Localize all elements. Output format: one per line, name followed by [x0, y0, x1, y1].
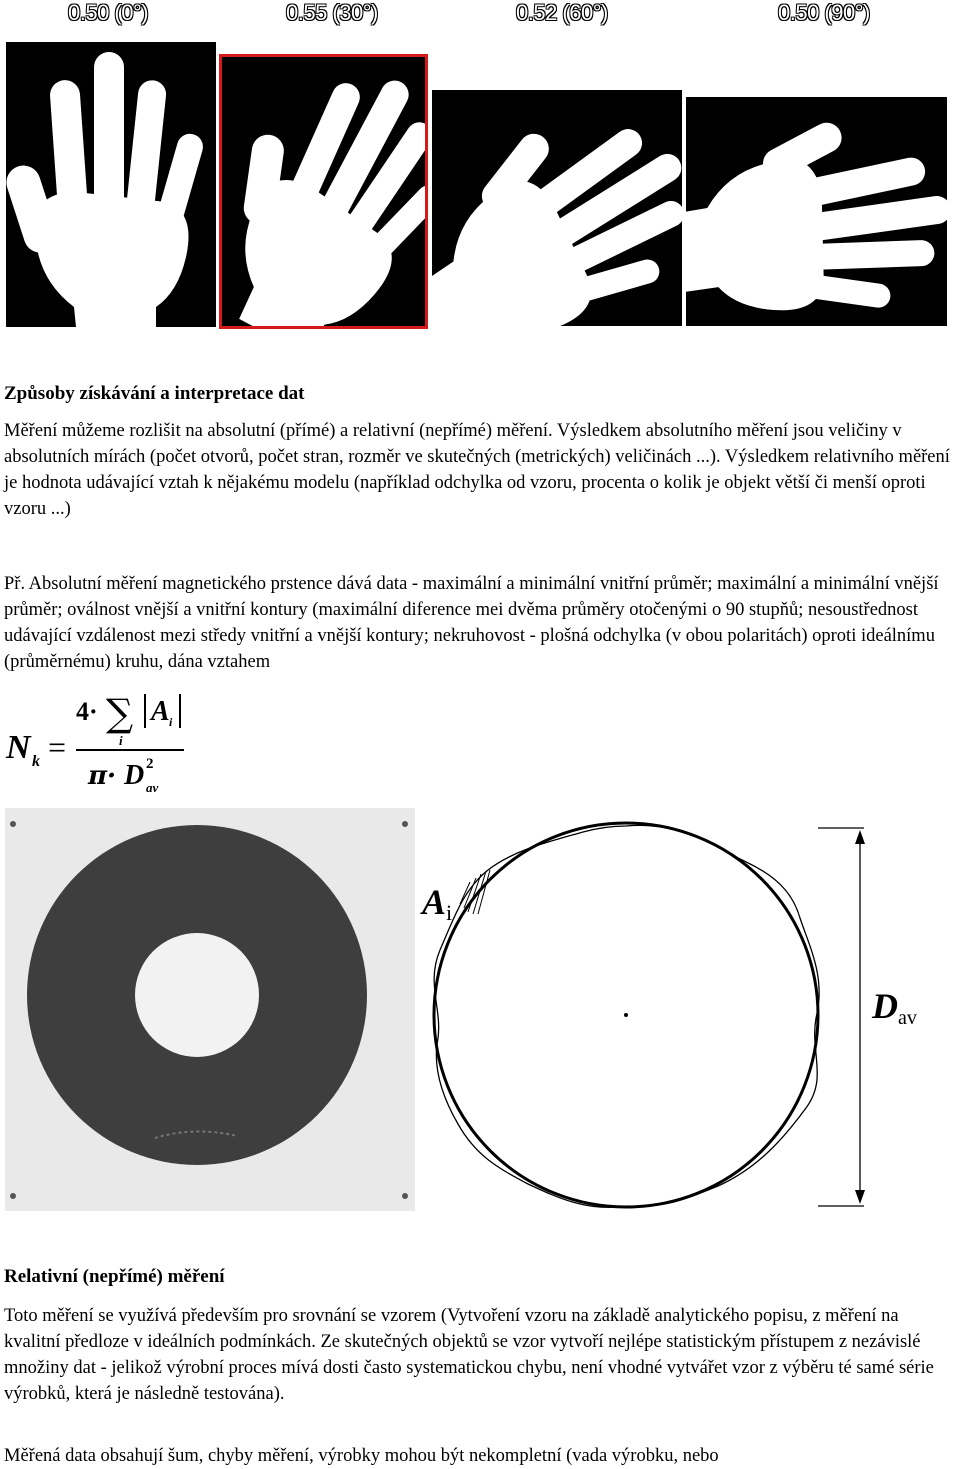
ring-image: [5, 808, 415, 1211]
paragraph-ring-example: Př. Absolutní měření magnetického prstence dává data - maximální a minimální vnitřní průměr; maximální a minimální vnější průměr; oválnost vnější a vnitřní kontury (maximální diference mei dvěma průměry otočenými o 90 stupňů; nesoustřednost udávající vzdálenost mezi středy vnitřní a vnější kontury; nekruhovost - plošná odchylka (v obou polaritách) oproti ideálnímu (průměrnému) kruhu, dána vztahem: [4, 574, 939, 672]
paragraph-template-comparison: Toto měření se využívá především pro srovnání se vzorem (Vytvoření vzoru na základě analytického popisu, z měření na kvalitní předloze v ideálních podmínkách. Ze skutečných objektů se vzor vytvoří nejlépe statistickým přístupem z nezávislé množiny dat - jelikož výrobní proces mívá dosti často systematickou chybu, není vhodné vytvářet vzor z výběru té samé série výrobků, která je následně testována).: [4, 1306, 934, 1404]
caption-0deg: 0.50 (0°): [68, 0, 149, 25]
formula-sum-sub: i: [119, 733, 123, 748]
contour-diagram: [418, 808, 938, 1211]
formula-pi: π·: [88, 761, 117, 791]
label-area-sub: i: [446, 900, 453, 925]
label-area: A: [422, 882, 447, 922]
paragraph-noise: Měřená data obsahují šum, chyby měření, výrobky mohou být nekompletní (vada výrobku, nebo: [4, 1446, 719, 1466]
formula-nonroundness: [4, 688, 204, 798]
label-diameter-sub: av: [898, 1007, 917, 1029]
hand-image-90deg: [686, 97, 947, 326]
formula-area-sub: i: [169, 715, 173, 729]
section-heading-data-acquisition: Způsoby získávání a interpretace dat: [4, 383, 305, 404]
paragraph-measurement-types: Měření můžeme rozlišit na absolutní (přímé) a relativní (nepřímé) měření. Výsledkem absolutního měření jsou veličiny v absolutních mírách (počet otvorů, počet stran, rozměr ve skutečných (metrických) veličinách ...). Výsledkem relativního měření je hodnota udávající vztah k nějakému modelu (například odchylka od vzoru, procenta o kolik je objekt větší či menší oproti vzoru ...): [4, 421, 950, 519]
formula-sum: ∑: [106, 691, 134, 735]
formula-equals: =: [48, 729, 67, 765]
center-point: [624, 1013, 628, 1017]
formula-coef: 4·: [76, 697, 98, 726]
caption-90deg: 0.50 (90°): [778, 0, 870, 25]
hand-image-0deg: [6, 42, 216, 327]
hand-image-30deg: [219, 54, 428, 329]
section-heading-relative-measurement: Relativní (nepřímé) měření: [4, 1266, 225, 1287]
caption-60deg: 0.52 (60°): [516, 0, 608, 25]
hatched-area: [460, 870, 490, 914]
label-diameter: D: [872, 986, 898, 1026]
formula-square: 2: [146, 756, 154, 772]
caption-30deg: 0.55 (30°): [286, 0, 378, 25]
formula-lhs: N: [6, 729, 31, 766]
formula-diameter-sub: av: [146, 780, 159, 795]
hand-image-60deg: [432, 90, 682, 326]
formula-lhs-sub: k: [32, 753, 40, 770]
formula-diameter: D: [124, 760, 145, 791]
formula-area: A: [151, 696, 170, 727]
